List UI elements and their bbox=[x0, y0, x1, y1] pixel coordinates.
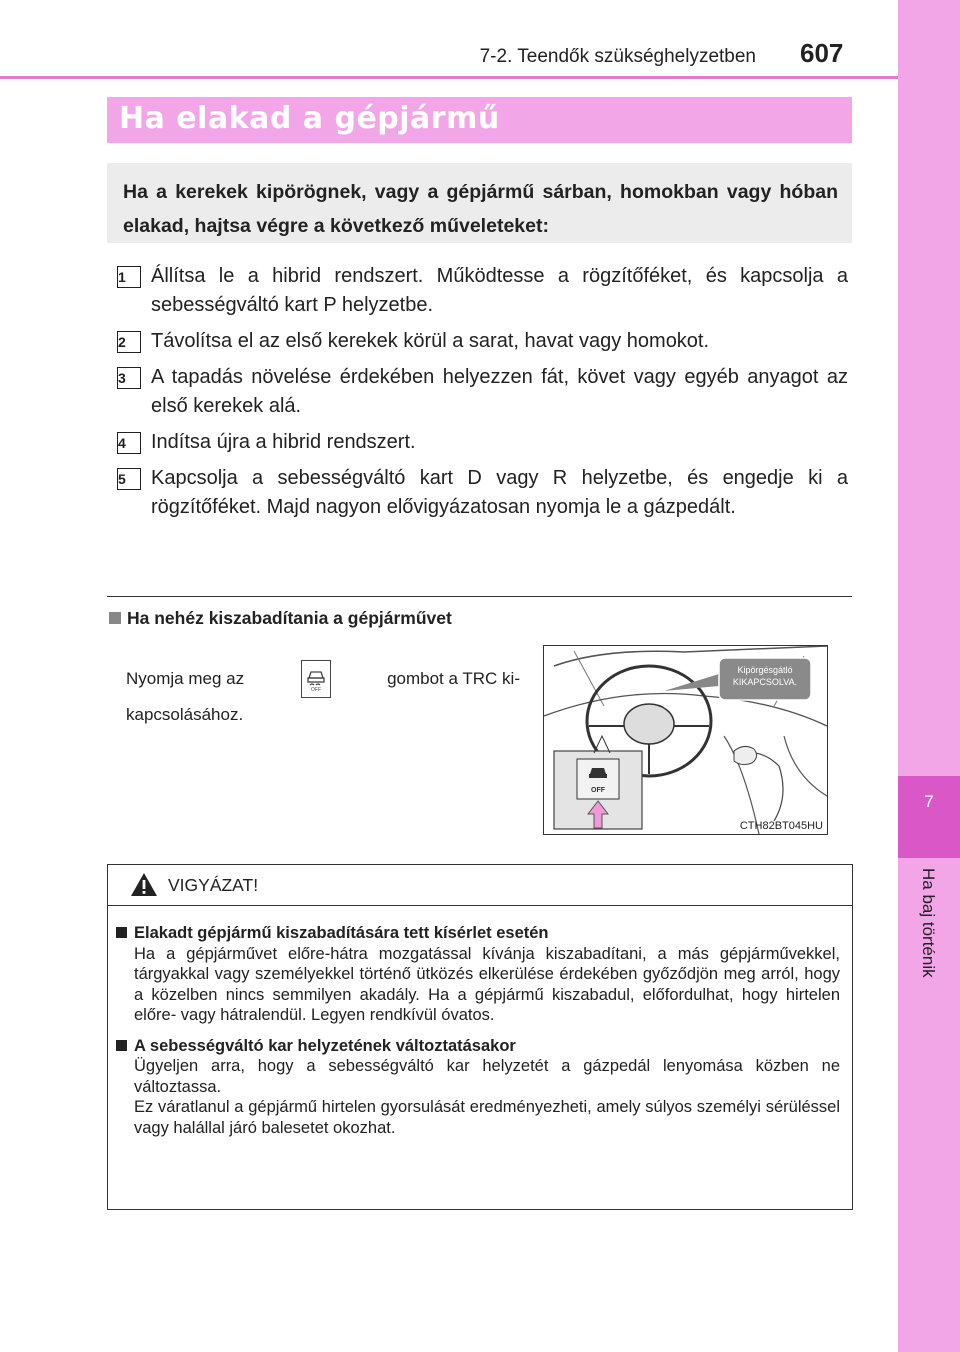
warning-item-heading bbox=[116, 923, 840, 944]
step-number: 2 bbox=[117, 331, 141, 353]
step-item bbox=[113, 363, 848, 421]
chapter-tab-background bbox=[898, 0, 960, 776]
header-rule bbox=[0, 76, 898, 79]
step-text: A tapadás növelése érdekében helyezzen fát, követ vagy egyéb anyagot az első kerekek alá. bbox=[151, 366, 848, 417]
warning-item-text: Ügyeljen arra, hogy a sebességváltó kar helyzetét a gázpedál lenyomása közben ne változtassa. bbox=[134, 1057, 840, 1096]
bullet-square-icon bbox=[109, 612, 121, 624]
warning-body bbox=[116, 923, 840, 1138]
callout-text: Kipörgésgátló KIKAPCSOLVA. bbox=[732, 665, 798, 687]
bullet-square-icon bbox=[116, 1040, 127, 1051]
warning-heading-text: A sebességváltó kar helyzetének változtatásakor bbox=[134, 1036, 516, 1055]
step-item bbox=[113, 464, 848, 522]
subsection-title: Ha nehéz kiszabadítania a gépjárművet bbox=[127, 608, 452, 628]
step-item bbox=[113, 262, 848, 320]
page-number: 607 bbox=[800, 38, 844, 68]
chapter-tab-highlight bbox=[898, 776, 960, 858]
section-title: Ha elakad a gépjármű bbox=[119, 101, 500, 136]
warning-item-text: Ha a gépjárművet előre-hátra mozgatással kívánja kiszabadítani, a más gépjárművekkel, tárgyakkal vagy személyekkel történő ütközés elkerülése érdekében győződjön meg arról, hogy a közelben nincs semmilyen akadály. Ha a gépjármű kiszabadul, előfordulhat, hogy hirtelen előre- vagy hátralendül. Legyen rendkívül óvatos. bbox=[134, 944, 840, 1024]
step-item bbox=[113, 327, 848, 356]
warning-label: VIGYÁZAT! bbox=[168, 875, 259, 895]
step-number: 5 bbox=[117, 468, 141, 490]
chapter-number: 7 bbox=[924, 792, 934, 811]
warning-box bbox=[107, 864, 853, 1210]
step-text: Indítsa újra a hibrid rendszert. bbox=[151, 431, 416, 453]
section-title-bar bbox=[107, 97, 852, 143]
instruction-text-after: gombot a TRC ki- bbox=[387, 669, 520, 688]
chapter-title: Ha baj történik bbox=[919, 868, 938, 978]
subsection-heading bbox=[109, 608, 452, 629]
instruction-text-before: Nyomja meg az bbox=[126, 669, 245, 688]
warning-item-text: Ez váratlanul a gépjármű hirtelen gyorsulását eredményezheti, amely súlyos személyi sérüléssel vagy halállal járó balesetet okozhat. bbox=[134, 1098, 840, 1137]
warning-triangle-icon bbox=[130, 872, 158, 902]
step-text: Kapcsolja a sebességváltó kart D vagy R helyzetbe, és engedje ki a rögzítőféket. Majd nagyon elővigyázatosan nyomja le a gázpedált. bbox=[151, 467, 848, 518]
chapter-title-vertical bbox=[898, 868, 960, 1068]
header-section-title: 7-2. Teendők szükséghelyzetben bbox=[479, 46, 756, 67]
step-number: 1 bbox=[117, 266, 141, 288]
illustration-code: CTH82BT045HU bbox=[739, 820, 823, 832]
warning-header bbox=[108, 865, 852, 906]
step-number: 3 bbox=[117, 367, 141, 389]
intro-box bbox=[107, 163, 852, 243]
trc-off-button-icon bbox=[301, 660, 331, 698]
trc-instruction bbox=[126, 660, 520, 732]
instruction-text-line2: kapcsolásához. bbox=[126, 705, 244, 724]
bullet-square-icon bbox=[116, 927, 127, 938]
warning-heading-text: Elakadt gépjármű kiszabadítására tett kísérlet esetén bbox=[134, 924, 549, 942]
warning-item-heading bbox=[116, 1036, 840, 1057]
section-divider bbox=[107, 596, 852, 597]
step-item bbox=[113, 428, 848, 457]
illustration-off-label: OFF bbox=[591, 787, 605, 794]
step-text: Távolítsa el az első kerekek körül a sarat, havat vagy homokot. bbox=[151, 330, 710, 352]
svg-text:OFF: OFF bbox=[310, 686, 321, 692]
dashboard-illustration bbox=[543, 645, 828, 835]
step-text: Állítsa le a hibrid rendszert. Működtesse a rögzítőféket, és kapcsolja a sebességváltó kart P helyzetbe. bbox=[151, 265, 848, 316]
step-number: 4 bbox=[117, 432, 141, 454]
intro-text: Ha a kerekek kipörögnek, vagy a gépjármű sárban, homokban vagy hóban elakad, hajtsa végre a következő műveleteket: bbox=[123, 181, 838, 237]
steps-list bbox=[113, 262, 848, 529]
